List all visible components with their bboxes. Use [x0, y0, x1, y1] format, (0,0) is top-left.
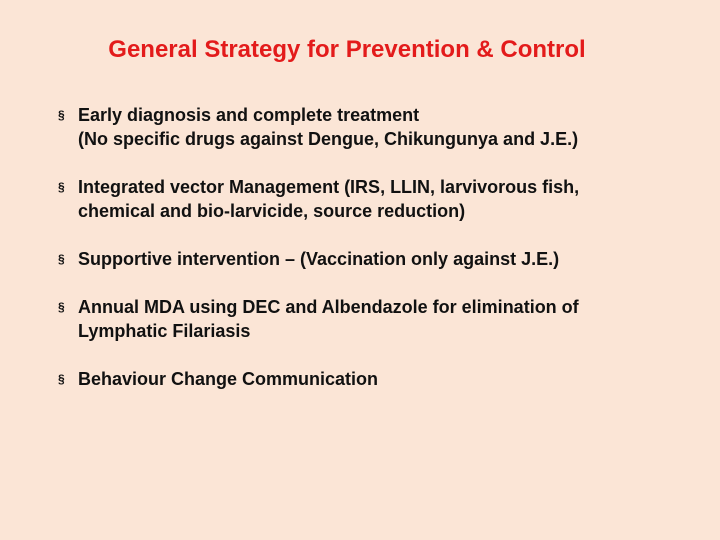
bullet-marker-icon: §: [58, 108, 65, 122]
bullet-line: Lymphatic Filariasis: [78, 321, 251, 341]
slide-title: General Strategy for Prevention & Control: [108, 36, 586, 63]
bullet-text: [78, 295, 579, 343]
bullet-marker-icon: §: [58, 180, 65, 194]
bullet-marker-icon: §: [58, 372, 65, 386]
bullet-line: (No specific drugs against Dengue, Chikungunya and J.E.): [78, 129, 579, 149]
bullet-annual-mda: [58, 295, 698, 343]
bullet-text: [78, 247, 559, 271]
bullet-behaviour-change: [58, 367, 698, 391]
bullet-list: [58, 103, 698, 415]
bullet-marker-icon: §: [58, 252, 65, 266]
bullet-line: Integrated vector Management (IRS, LLIN, larvivorous fish,: [78, 177, 580, 197]
bullet-text: [78, 175, 579, 223]
bullet-text: [78, 103, 578, 151]
bullet-line: Behaviour Change Communication: [78, 369, 379, 389]
bullet-line: Annual MDA using DEC and Albendazole for elimination of: [78, 297, 579, 317]
bullet-line: Supportive intervention – (Vaccination only against J.E.): [78, 249, 560, 269]
bullet-supportive-intervention: [58, 247, 698, 271]
bullet-integrated-vector-management: [58, 175, 698, 223]
bullet-text: [78, 367, 378, 391]
bullet-line: Early diagnosis and complete treatment: [78, 105, 420, 125]
bullet-line: chemical and bio-larvicide, source reduction): [78, 201, 466, 221]
bullet-marker-icon: §: [58, 300, 65, 314]
bullet-early-diagnosis: [58, 103, 698, 151]
